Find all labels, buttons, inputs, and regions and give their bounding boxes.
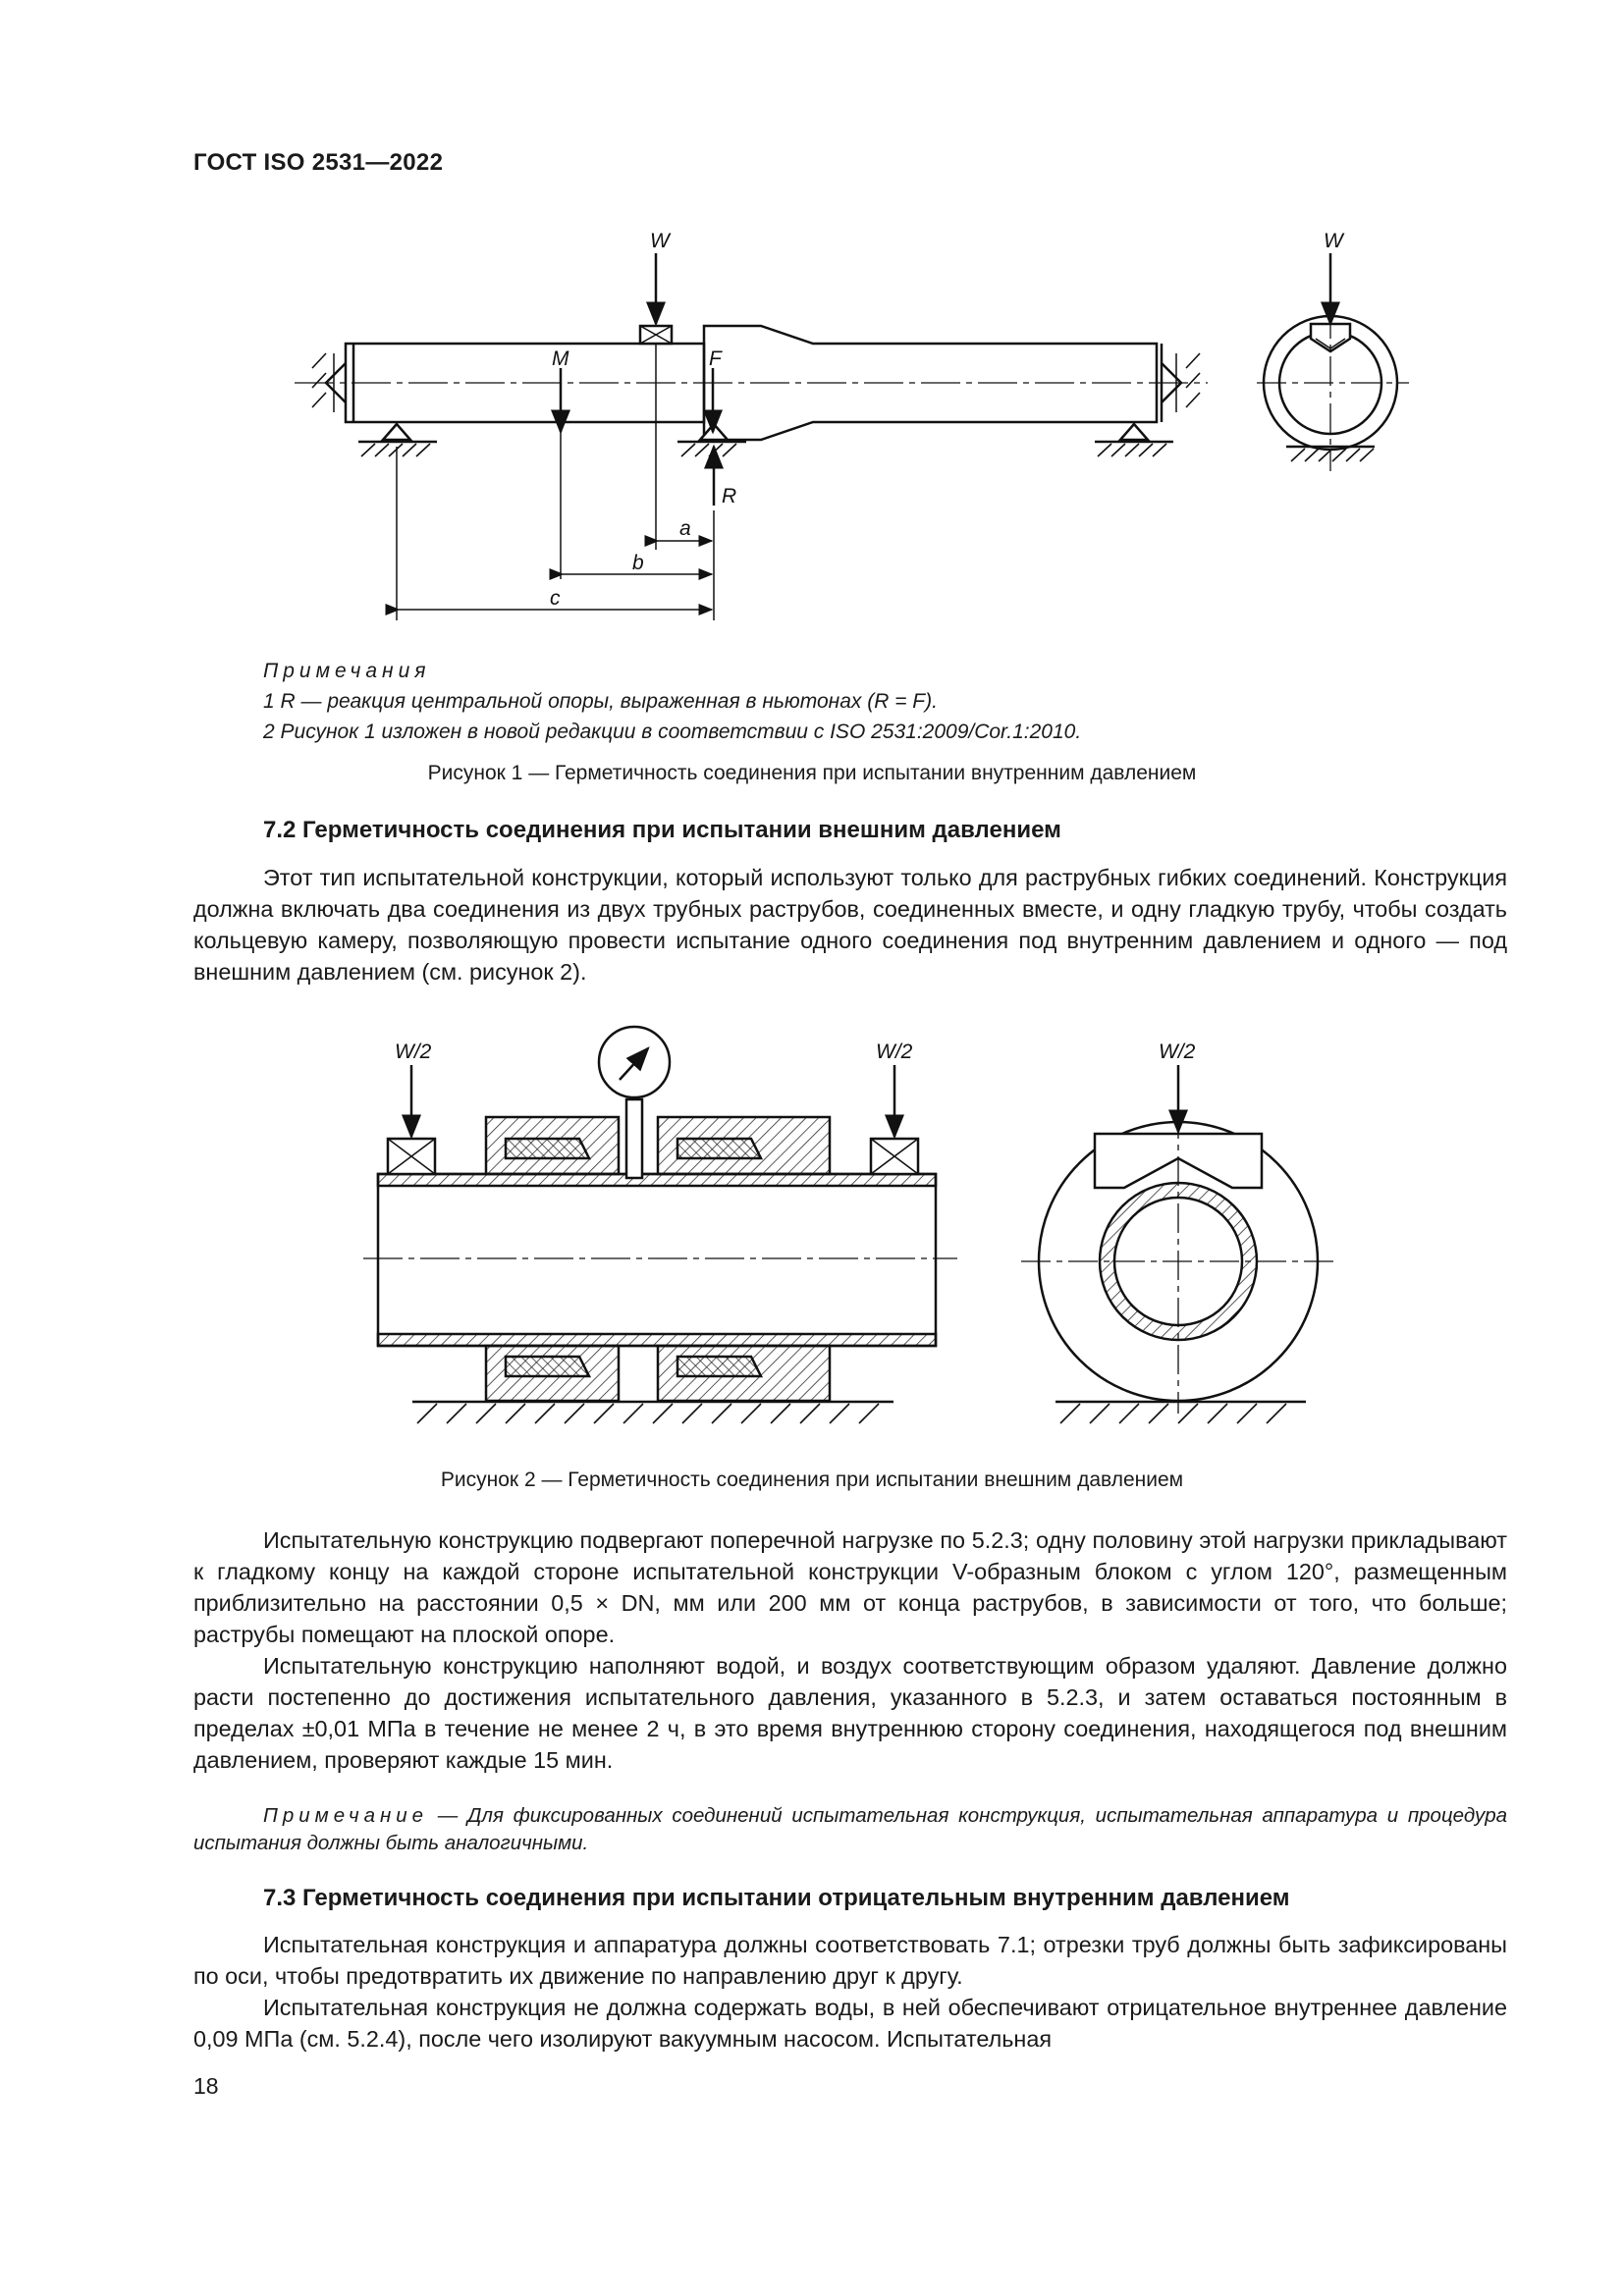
figure-1-notes [263,656,1081,747]
figure-1-drawing [0,0,1624,648]
label-c: c [550,587,561,610]
body-paragraph-1: Испытательную конструкцию подвергают поперечной нагрузке по 5.2.3; одну половину этой нагрузки прикладывают к гладкому концу на каждой стороне испытательной конструкции V-образным блоком с углом 120°, размещенным приблизительно на расстоянии 0,5 × DN, мм или 200 мм от конца раструбов, в зависимости от того, что больше; раструбы помещают на плоской опоре. [193,1527,1507,1647]
label-f: F [709,347,722,370]
figure-2-drawing [0,1011,1624,1443]
label-w2-mid: W/2 [876,1041,913,1063]
label-r: R [722,485,737,507]
label-w2-left: W/2 [395,1041,432,1063]
notes-heading: Примечания [263,660,431,682]
page-number: 18 [193,2073,219,2099]
document-header: ГОСТ ISO 2531—2022 [193,149,444,176]
label-a: a [679,517,691,540]
label-w2-right: W/2 [1159,1041,1196,1063]
figure-2 [0,1011,1624,1443]
note-1: 1 R — реакция центральной опоры, выраженная в ньютонах (R = F). [263,690,938,713]
body-note-text: — Для фиксированных соединений испытательная конструкция, испытательная аппаратура и процедура испытания должны быть аналогичными. [193,1804,1507,1854]
note-2: 2 Рисунок 1 изложен в новой редакции в соответствии с ISO 2531:2009/Cor.1:2010. [263,721,1082,743]
section-7-3-body [193,1929,1507,2055]
figure-1 [0,0,1624,648]
section-7-2-body [193,862,1507,988]
body-note-lead: Примечание [263,1804,429,1827]
label-w: W [650,230,670,252]
figure-2-caption: Рисунок 2 — Герметичность соединения при испытании внешним давлением [440,1468,1184,1491]
body-paragraph-2: Испытательную конструкцию наполняют водой, и воздух соответствующим образом удаляют. Давление должно расти постепенно до достижения испытательного давления, указанного в 5.2.3, и затем оставаться постоянным в пределах ±0,01 МПа в течение не менее 2 ч, в это время внутреннюю сторону соединения, находящегося под внешним давлением, проверяют каждые 15 мин. [193,1653,1507,1773]
section-7-3-paragraph-2: Испытательная конструкция не должна содержать воды, в ней обеспечивают отрицательное внутреннее давление 0,09 МПа (см. 5.2.4), после чего изолируют вакуумным насосом. Испытательная [193,1995,1507,2052]
figure-1-caption: Рисунок 1 — Герметичность соединения при испытании внутренним давлением [427,762,1197,784]
section-7-2-title: 7.2 Герметичность соединения при испытании внешним давлением [263,817,1061,843]
section-7-3-paragraph-1: Испытательная конструкция и аппаратура должны соответствовать 7.1; отрезки труб должны быть зафиксированы по оси, чтобы предотвратить их движение по направлению друг к другу. [193,1932,1507,1989]
label-m: M [552,347,569,370]
section-7-2-paragraph: Этот тип испытательной конструкции, который используют только для раструбных гибких соединений. Конструкция должна включать два соединения из двух трубных раструбов, соединенных вместе, и одну гладкую трубу, чтобы создать кольцевую камеру, позволяющую провести испытание одного соединения под внутренним давлением и одного — под внешним давлением (см. рисунок 2). [193,865,1507,985]
body-block-2 [193,1524,1507,1776]
label-b: b [632,552,644,574]
body-note [193,1802,1507,1857]
label-w-side: W [1324,230,1343,252]
section-7-3-title: 7.3 Герметичность соединения при испытании отрицательным внутренним давлением [263,1885,1290,1911]
